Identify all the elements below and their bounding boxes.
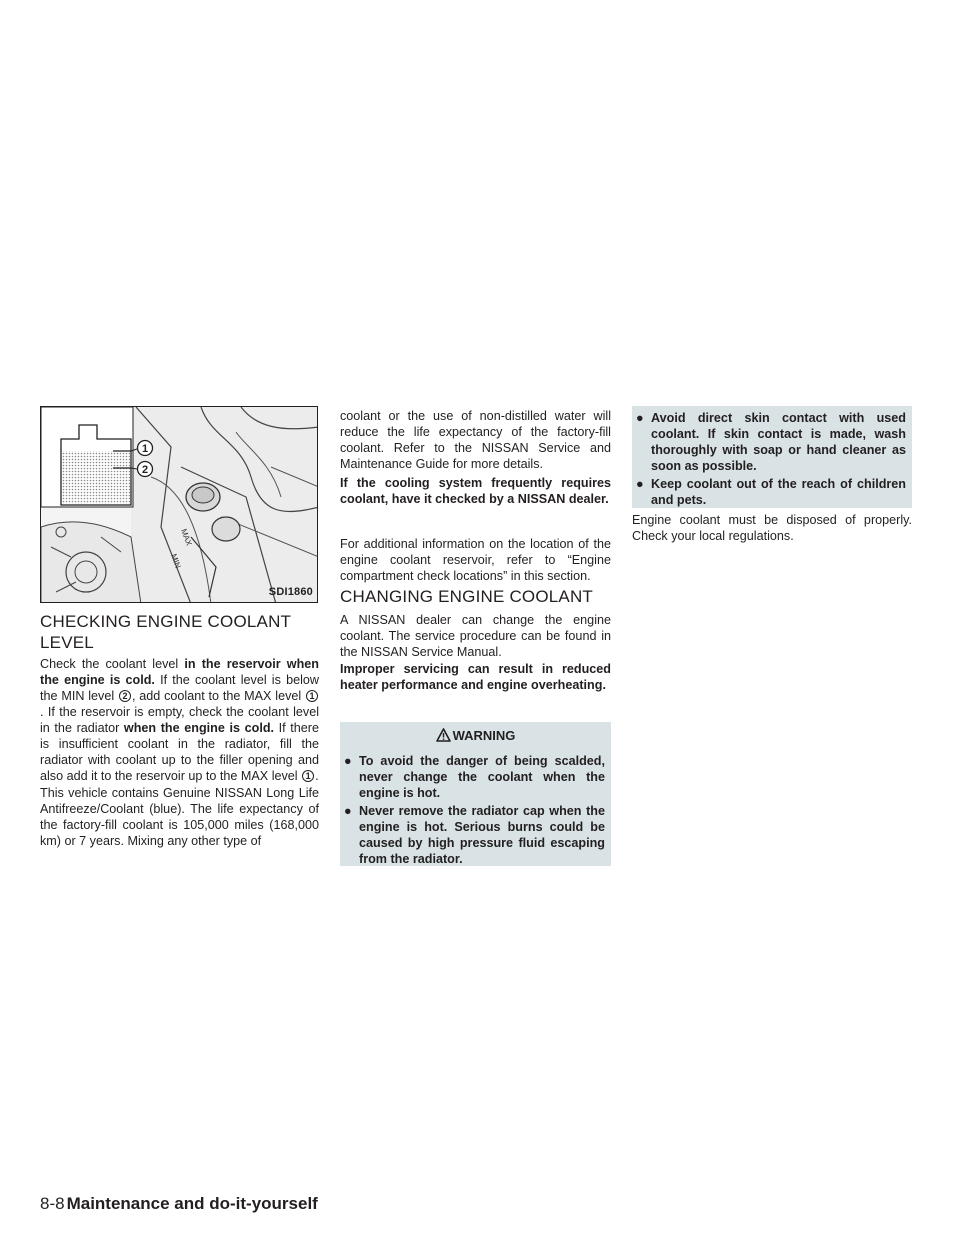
caution-item	[632, 410, 906, 474]
reservoir-location-paragraph: For additional information on the location of the engine coolant reservoir, refer to “Engine compartment check locations” in this section.	[340, 537, 611, 583]
text: , add coolant to the MAX level	[131, 689, 305, 703]
improper-servicing-paragraph: Improper servicing can result in reduced heater performance and engine overheating.	[340, 662, 611, 692]
warning-item	[340, 803, 605, 867]
warning-box	[340, 722, 611, 866]
callout-max-number: 1	[141, 443, 149, 455]
coolant-type-paragraph: This vehicle contains Genuine NISSAN Long Life Antifreeze/Coolant (blue). The life expectancy of the factory-fill coolant is 105,000 miles (168,000 km) or 7 years. Mixing any other type of	[40, 786, 319, 848]
warning-item	[340, 753, 605, 801]
bold-text: when the engine is cold.	[123, 721, 275, 735]
callout-ref-1: 1	[306, 690, 318, 702]
bold-text: in the reservoir when the engine is cold.	[40, 657, 319, 687]
callout-ref-2: 2	[119, 690, 131, 702]
warning-item-text: Never remove the radiator cap when the engine is hot. Serious burns could be caused by high pressure fluid escaping from the radiator.	[359, 804, 605, 866]
bullet-icon: ●	[344, 754, 352, 768]
dealer-change-paragraph: A NISSAN dealer can change the engine coolant. The service procedure can be found in the NISSAN Service Manual.	[340, 613, 611, 659]
caution-item-text: Keep coolant out of the reach of children and pets.	[651, 477, 906, 507]
cooling-system-check-paragraph: If the cooling system frequently requires coolant, have it checked by a NISSAN dealer.	[340, 476, 611, 506]
text: .	[315, 769, 319, 783]
min-mark-label: MIN	[169, 552, 183, 570]
caution-item-text: Avoid direct skin contact with used coolant. If skin contact is made, wash thoroughly with soap or hand cleaner as soon as possible.	[651, 411, 906, 473]
section-title-changing-coolant: CHANGING ENGINE COOLANT	[340, 587, 594, 606]
coolant-disposal-paragraph: Engine coolant must be disposed of properly. Check your local regulations.	[632, 513, 912, 543]
callout-min-number: 2	[141, 464, 149, 476]
bullet-icon: ●	[344, 804, 352, 818]
engine-illustration	[41, 407, 318, 603]
section-title-line1: CHECKING ENGINE COOLANT	[40, 612, 292, 631]
coolant-reservoir-figure	[40, 406, 318, 603]
caution-box	[632, 406, 912, 508]
text: If the coolant level is below the MIN level	[40, 673, 319, 703]
warning-header	[340, 728, 611, 743]
warning-title: WARNING	[452, 728, 516, 743]
bullet-icon: ●	[636, 411, 644, 425]
caution-item	[632, 476, 906, 508]
page-footer	[40, 1194, 318, 1214]
max-mark-label: MAX	[179, 527, 194, 547]
warning-triangle-icon	[436, 728, 451, 742]
text: Check the coolant level	[40, 657, 185, 671]
text: If there is insufficient coolant in the radiator, fill the radiator with coolant up to the filler opening and also add it to the reservoir up to the MAX level	[40, 721, 319, 783]
text: . If the reservoir is empty, check the coolant level in the radiator	[40, 705, 319, 735]
section-title-line2: LEVEL	[40, 633, 94, 652]
coolant-check-paragraph	[40, 656, 319, 784]
coolant-mixing-paragraph: coolant or the use of non-distilled water will reduce the life expectancy of the factory-fill coolant. Refer to the NISSAN Service and Maintenance Guide for more details.	[340, 409, 611, 471]
section-title-checking-coolant	[40, 611, 319, 653]
callout-ref-1: 1	[302, 770, 314, 782]
figure-code: SDI1860	[268, 586, 313, 598]
bullet-icon: ●	[636, 477, 644, 491]
warning-item-text: To avoid the danger of being scalded, never change the coolant when the engine is hot.	[359, 754, 605, 800]
chapter-title: Maintenance and do-it-yourself	[66, 1194, 318, 1213]
page-number: 8-8	[40, 1194, 65, 1213]
